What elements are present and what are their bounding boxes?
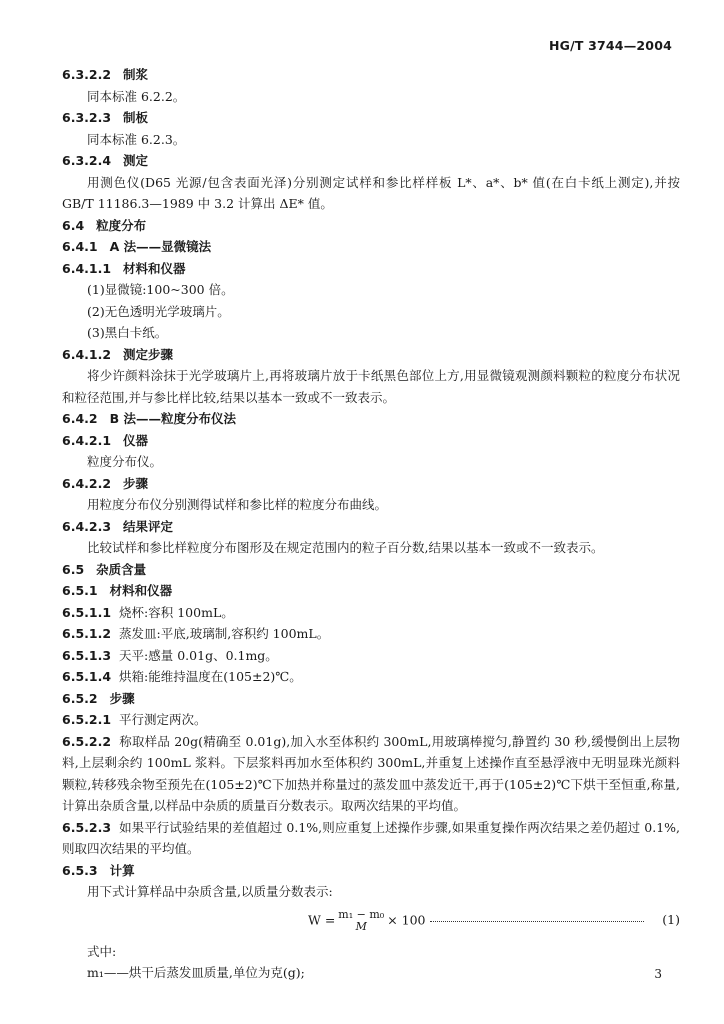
section-number: 6.4.2 xyxy=(62,411,98,426)
section-heading xyxy=(62,258,680,280)
numbered-item xyxy=(62,645,680,667)
section-number: 6.4.2.3 xyxy=(62,518,112,534)
paragraph: 比较试样和参比样粒度分布图形及在规定范围内的粒子百分数,结果以基本一致或不一致表示。 xyxy=(87,540,604,555)
section-number: 6.4.2.2 xyxy=(62,475,112,491)
section-title: B 法——粒度分布仪法 xyxy=(109,411,236,426)
paragraph: (3)黑白卡纸。 xyxy=(87,325,168,340)
equation-number: (1) xyxy=(662,911,680,927)
paragraph: 将少许颜料涂抹于光学玻璃片上,再将玻璃片放于卡纸黑色部位上方,用显微镜观测颜料颗粒的粒度分布状况和粒径范围,并与参比样比较,结果以基本一致或不一致表示。 xyxy=(62,368,680,405)
section-title: 材料和仪器 xyxy=(109,583,173,598)
document-body xyxy=(62,64,680,984)
item-number: 6.5.2.2 xyxy=(62,733,112,749)
page-number: 3 xyxy=(654,967,662,981)
item-text: 如果平行试验结果的差值超过 0.1%,则应重复上述操作步骤,如果重复操作两次结果之差仍超过 0.1%,则取四次结果的平均值。 xyxy=(62,819,680,856)
section-heading xyxy=(62,408,680,430)
section-heading xyxy=(62,430,680,452)
section-heading xyxy=(62,344,680,366)
section-number: 6.3.2.4 xyxy=(62,153,112,168)
paragraph: 用下式计算样品中杂质含量,以质量分数表示: xyxy=(87,884,333,899)
item-number: 6.5.2.3 xyxy=(62,819,112,835)
section-title: 结果评定 xyxy=(123,518,174,534)
formula-numerator: m₁ − m₀ xyxy=(338,907,385,921)
formula-leader-dots xyxy=(430,913,644,922)
formula-expression xyxy=(308,909,426,933)
item-number: 6.5.1.3 xyxy=(62,647,112,663)
section-heading xyxy=(62,473,680,495)
paragraph: m₁——烘干后蒸发皿质量,单位为克(g); xyxy=(87,965,305,980)
section-heading xyxy=(62,107,680,129)
section-number: 6.4.1.1 xyxy=(62,260,112,276)
paragraph: 粒度分布仪。 xyxy=(87,454,163,469)
item-text: 烧杯:容积 100mL。 xyxy=(119,604,234,620)
paragraph: 用粒度分布仪分别测得试样和参比样的粒度分布曲线。 xyxy=(87,497,388,512)
item-text: 天平:感量 0.01g、0.1mg。 xyxy=(119,647,278,663)
numbered-item xyxy=(62,623,680,645)
standard-number-header: HG/T 3744—2004 xyxy=(548,38,672,53)
section-title: 步骤 xyxy=(109,690,135,706)
formula-lhs: W = xyxy=(308,912,336,927)
section-number: 6.4.1.2 xyxy=(62,346,112,362)
item-number: 6.5.1.4 xyxy=(62,669,112,684)
section-number: 6.5.2 xyxy=(62,690,98,706)
section-title: 测定步骤 xyxy=(123,346,174,362)
section-title: 仪器 xyxy=(123,432,149,448)
section-heading xyxy=(62,64,680,86)
section-heading xyxy=(62,215,680,237)
formula-fraction xyxy=(338,909,384,933)
section-heading xyxy=(62,150,680,172)
section-number: 6.3.2.3 xyxy=(62,110,112,125)
section-title: 制板 xyxy=(123,110,149,125)
formula-denominator: M xyxy=(355,919,367,933)
section-title: A 法——显微镜法 xyxy=(109,239,212,254)
section-heading xyxy=(62,860,680,882)
section-title: 步骤 xyxy=(123,475,149,491)
section-number: 6.4.1 xyxy=(62,239,98,254)
numbered-item xyxy=(62,709,680,731)
paragraph: 同本标准 6.2.2。 xyxy=(87,88,186,104)
item-text: 称取样品 20g(精确至 0.01g),加入水至体积约 300mL,用玻璃棒搅匀,静置约 30 秒,缓慢倒出上层物料,上层剩余约 100mL 浆料。下层浆料再加水至体积约 300mL,并重复上述操作直至悬浮液中无明显珠光颜料颗粒,转移残余物至预先在(105±2)℃下加热并称量过的蒸发皿中蒸发近干,再于(105±2)℃下烘干至恒重,称量,计算出杂质含量,以样品中杂质的质量百分数表示。取两次结果的平均值。 xyxy=(62,733,680,813)
section-heading xyxy=(62,580,680,602)
item-number: 6.5.2.1 xyxy=(62,712,112,727)
numbered-paragraph xyxy=(62,817,680,860)
section-number: 6.5.1 xyxy=(62,583,98,598)
formula-rhs: × 100 xyxy=(387,912,426,927)
section-heading xyxy=(62,236,680,258)
section-number: 6.4.2.1 xyxy=(62,432,112,448)
section-heading xyxy=(62,559,680,581)
section-number: 6.5 xyxy=(62,561,85,577)
section-number: 6.3.2.2 xyxy=(62,67,112,82)
section-title: 制浆 xyxy=(123,67,149,82)
item-text: 烘箱:能维持温度在(105±2)℃。 xyxy=(119,669,302,684)
paragraph: 用测色仪(D65 光源/包含表面光泽)分别测定试样和参比样样板 L*、a*、b* 值(在白卡纸上测定),并按 GB/T 11186.3—1989 中 3.2 计算出 ΔE* 值。 xyxy=(62,174,680,211)
numbered-item xyxy=(62,602,680,624)
item-number: 6.5.1.1 xyxy=(62,604,112,620)
numbered-paragraph xyxy=(62,731,680,817)
item-text: 蒸发皿:平底,玻璃制,容积约 100mL。 xyxy=(119,626,330,641)
item-text: 平行测定两次。 xyxy=(119,712,207,727)
section-title: 杂质含量 xyxy=(96,561,147,577)
numbered-item xyxy=(62,666,680,688)
paragraph: (2)无色透明光学玻璃片。 xyxy=(87,303,230,319)
paragraph: (1)显微镜:100~300 倍。 xyxy=(87,282,234,297)
section-heading xyxy=(62,688,680,710)
section-title: 材料和仪器 xyxy=(123,260,186,276)
section-title: 测定 xyxy=(123,153,149,168)
section-number: 6.5.3 xyxy=(62,862,98,878)
section-title: 计算 xyxy=(109,862,135,878)
section-number: 6.4 xyxy=(62,217,85,233)
item-number: 6.5.1.2 xyxy=(62,626,112,641)
section-heading xyxy=(62,516,680,538)
section-title: 粒度分布 xyxy=(96,217,147,233)
paragraph: 式中: xyxy=(87,943,117,959)
formula-block xyxy=(62,905,680,935)
paragraph: 同本标准 6.2.3。 xyxy=(87,131,186,147)
